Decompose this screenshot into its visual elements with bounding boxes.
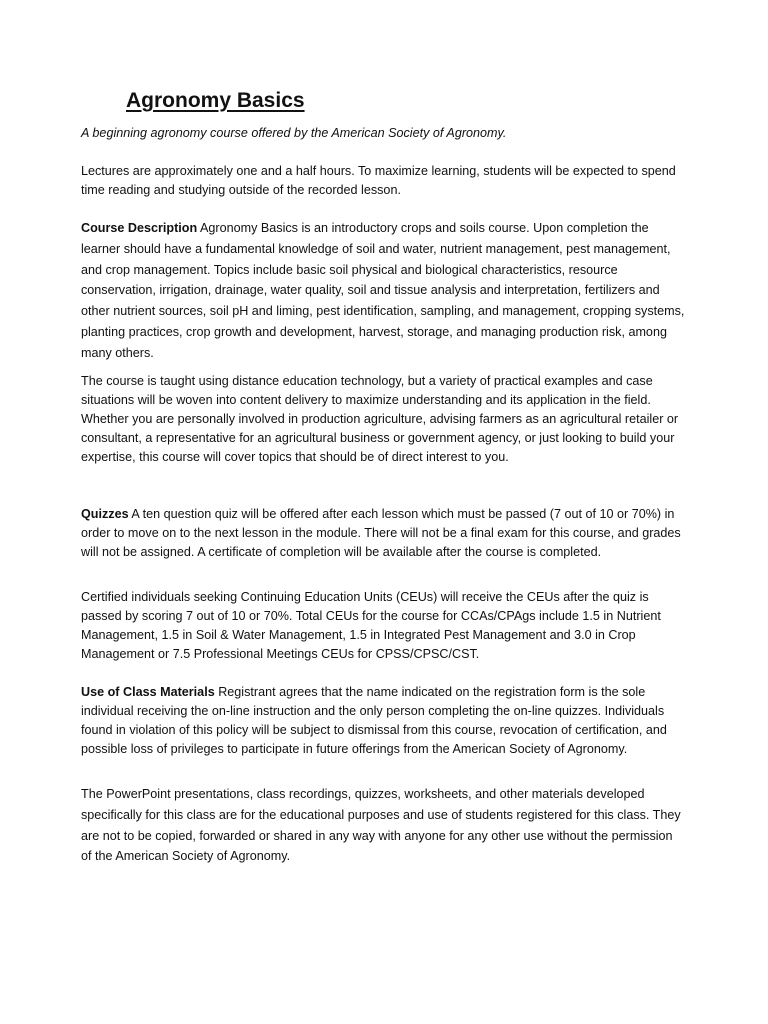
document-title: Agronomy Basics bbox=[126, 89, 305, 112]
distance-education-paragraph: The course is taught using distance education technology, but a variety of practical examples and case situations will be woven into content delivery to maximize understanding and its application in the field. Whether you are personally involved in production agriculture, advising farmers as an agricultural retailer or consultant, a representative for an agricultural business or government agency, or just looking to build your expertise, this course will cover topics that should be of direct interest to you. bbox=[81, 374, 679, 464]
ceus-paragraph: Certified individuals seeking Continuing Education Units (CEUs) will receive the CEUs after the quiz is passed by scoring 7 out of 10 or 70%. Total CEUs for the course for CCAs/CPAgs include 1.5 in Nutrient Management, 1.5 in Soil & Water Management, 1.5 in Integrated Pest Management and 3.0 in Crop Management or 7.5 Professional Meetings CEUs for CPSS/CPSC/CST. bbox=[81, 590, 661, 661]
course-description-text: Agronomy Basics is an introductory crops and soils course. Upon completion the learner should have a fundamental knowledge of soil and water, nutrient management, pest management, and crop management. Topics include basic soil physical and biological characteristics, resource conservation, irrigation, drainage, water quality, soil and tissue analysis and interpretation, fertilizers and other nutrient sources, soil pH and liming, pest identification, sampling, and management, cropping systems, planting practices, crop growth and development, harvest, storage, and managing production risk, among many others. bbox=[81, 221, 685, 360]
class-materials-text: Registrant agrees that the name indicated on the registration form is the sole individual receiving the on-line instruction and the only person completing the on-line quizzes. Individuals found in violation of this policy will be subject to dismissal from this course, revocation of certification, and possible loss of privileges to participate in future offerings from the American Society of Agronomy. bbox=[81, 685, 667, 756]
course-description-heading: Course Description bbox=[81, 221, 198, 235]
intro-paragraph: Lectures are approximately one and a half hours. To maximize learning, students will be expected to spend time reading and studying outside of the recorded lesson. bbox=[81, 164, 676, 197]
course-description-paragraph bbox=[81, 218, 686, 364]
class-materials-paragraph bbox=[81, 683, 686, 759]
class-materials-heading: Use of Class Materials bbox=[81, 685, 215, 699]
document-subtitle: A beginning agronomy course offered by the American Society of Agronomy. bbox=[81, 126, 507, 140]
quizzes-text: A ten question quiz will be offered after each lesson which must be passed (7 out of 10 or 70%) in order to move on to the next lesson in the module. There will not be a final exam for this course, and grades will not be assigned. A certificate of completion will be available after the course is completed. bbox=[81, 507, 681, 559]
quizzes-heading: Quizzes bbox=[81, 507, 129, 521]
powerpoint-paragraph: The PowerPoint presentations, class recordings, quizzes, worksheets, and other materials developed specifically for this class are for the educational purposes and use of students registered for this class. They are not to be copied, forwarded or shared in any way with anyone for any other use without the permission of the American Society of Agronomy. bbox=[81, 787, 681, 864]
quizzes-paragraph bbox=[81, 505, 686, 562]
